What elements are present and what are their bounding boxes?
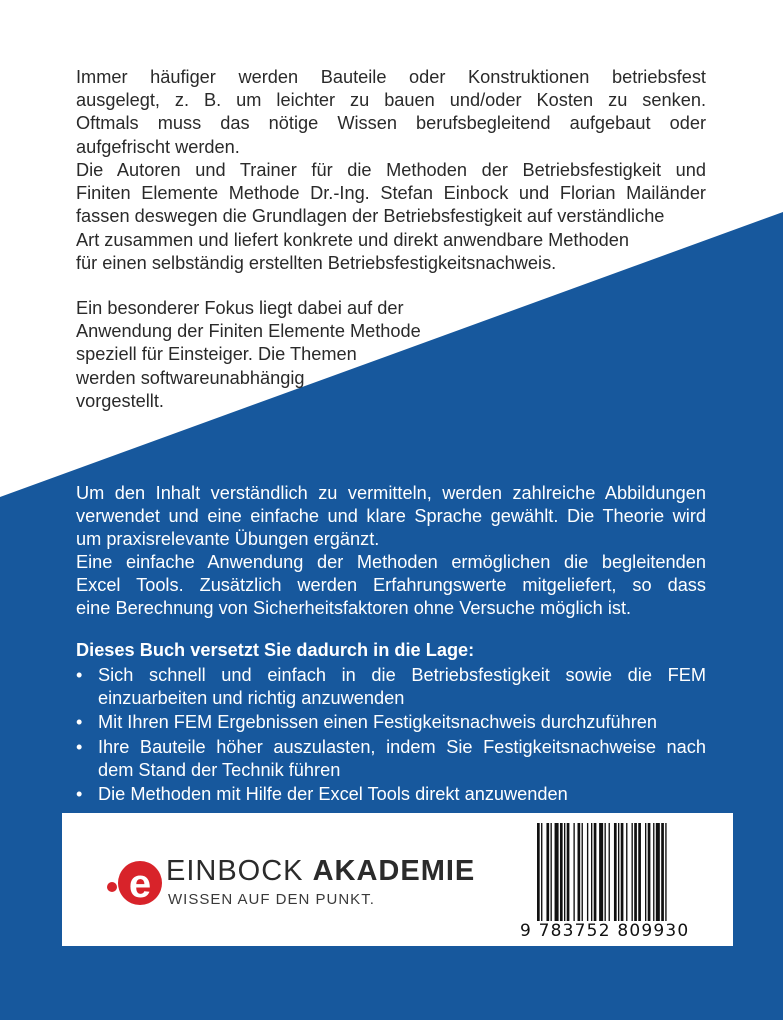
benefit-item: [76, 736, 706, 782]
barcode-bar: [587, 823, 588, 921]
benefit-item: [76, 711, 706, 734]
logo-word-einbock: EINBOCK: [166, 855, 304, 887]
barcode-bar: [626, 823, 627, 921]
benefit-item: [76, 783, 706, 806]
barcode-bar: [665, 823, 666, 921]
barcode-bar: [573, 823, 574, 921]
authors-paragraph: [76, 159, 706, 275]
intro-line: ausgelegt, z. B. um leichter zu bauen und/oder Kosten zu senken.: [76, 90, 706, 111]
barcode-bar: [618, 823, 619, 921]
barcode-bar: [599, 823, 603, 921]
barcode-bar: [537, 823, 540, 921]
barcode-bar: [661, 823, 664, 921]
barcode-bar: [546, 823, 549, 921]
authors-line: für einen selbständig erstellten Betriebsfestigkeitsnachweis.: [76, 252, 557, 273]
barcode-bar: [567, 823, 570, 921]
isbn-barcode: [536, 823, 716, 921]
intro-line: aufgefrischt werden.: [76, 136, 240, 157]
focus-line: speziell für Einsteiger. Die Themen: [76, 344, 357, 365]
barcode-bar: [638, 823, 641, 921]
focus-paragraph: [76, 297, 476, 413]
barcode-bar: [564, 823, 565, 921]
authors-line: Finiten Elemente Methode Dr.-Ing. Stefan Einbock und Florian Mailänder: [76, 183, 706, 204]
benefits-list: [76, 664, 706, 807]
barcode-bar: [632, 823, 633, 921]
barcode-bar: [656, 823, 660, 921]
barcode-bar: [541, 823, 542, 921]
isbn-number: 9 783752 809930: [520, 921, 690, 941]
logo-tagline: WISSEN AUF DEN PUNKT.: [168, 891, 375, 908]
barcode-bar: [645, 823, 646, 921]
benefit-text: Die Methoden mit Hilfe der Excel Tools direkt anzuwenden: [98, 784, 568, 805]
barcode-bar: [621, 823, 624, 921]
barcode-bar: [634, 823, 637, 921]
publisher-barcode-panel: [62, 813, 733, 946]
focus-line: Ein besonderer Fokus liegt dabei auf der: [76, 298, 404, 318]
einbock-akademie-logo: [106, 849, 486, 913]
logo-e-icon: [106, 849, 164, 913]
barcode-bar: [605, 823, 606, 921]
logo-letter: e: [128, 862, 152, 906]
bullet-dot: •: [76, 712, 83, 733]
logo-wordmark: [166, 855, 475, 888]
intro-paragraph: [76, 66, 706, 159]
content-line: verwendet und eine einfache und klare Sprache gewählt. Die Theorie wird: [76, 506, 706, 527]
logo-word-akademie: AKADEMIE: [312, 855, 476, 887]
barcode-bar: [614, 823, 617, 921]
intro-line: Immer häufiger werden Bauteile oder Konstruktionen betriebsfest: [76, 67, 706, 87]
barcode-bar: [591, 823, 592, 921]
intro-line: Oftmals muss das nötige Wissen berufsbegleitend aufgebaut oder: [76, 113, 706, 134]
barcode-bar: [594, 823, 597, 921]
barcode-bar: [648, 823, 651, 921]
benefit-text: Sich schnell und einfach in die Betriebsfestigkeit sowie die FEM einzuarbeiten und richtig anzuwenden: [98, 665, 706, 709]
authors-line: Art zusammen und liefert konkrete und direkt anwendbare Methoden: [76, 229, 630, 250]
content-line: um praxisrelevante Übungen ergänzt.: [76, 529, 380, 550]
focus-line: Anwendung der Finiten Elemente Methode: [76, 321, 421, 342]
bullet-dot: •: [76, 784, 83, 805]
tools-line: Eine einfache Anwendung der Methoden ermöglichen die begleitenden: [76, 552, 706, 572]
barcode-bar: [578, 823, 581, 921]
barcode-bar: [555, 823, 559, 921]
barcode-bar: [582, 823, 583, 921]
benefit-item: [76, 664, 706, 710]
content-line: Um den Inhalt verständlich zu vermitteln, werden zahlreiche Abbildungen: [76, 483, 706, 503]
content-paragraph: [76, 482, 706, 552]
benefit-text: Mit Ihren FEM Ergebnissen einen Festigkeitsnachweis durchzuführen: [98, 712, 658, 733]
tools-line: Excel Tools. Zusätzlich werden Erfahrungswerte mitgeliefert, so dass: [76, 575, 706, 596]
authors-line: fassen deswegen die Grundlagen der Betriebsfestigkeit auf verständliche: [76, 206, 665, 227]
bullet-dot: •: [76, 665, 83, 685]
barcode-bar: [653, 823, 654, 921]
barcode-bar: [551, 823, 552, 921]
benefit-text: Ihre Bauteile höher auszulasten, indem Sie Festigkeitsnachweise nach dem Stand der Technik führen: [98, 736, 706, 780]
barcode-bar: [560, 823, 563, 921]
bullet-dot: •: [76, 736, 83, 757]
barcode-bar: [609, 823, 610, 921]
tools-paragraph: [76, 551, 706, 621]
focus-line: werden softwareunabhängig: [76, 367, 305, 388]
benefits-heading: Dieses Buch versetzt Sie dadurch in die Lage:: [76, 640, 475, 660]
focus-line: vorgestellt.: [76, 390, 164, 411]
tools-line: eine Berechnung von Sicherheitsfaktoren ohne Versuche möglich ist.: [76, 598, 632, 619]
authors-line: Die Autoren und Trainer für die Methoden der Betriebsfestigkeit und: [76, 160, 706, 180]
